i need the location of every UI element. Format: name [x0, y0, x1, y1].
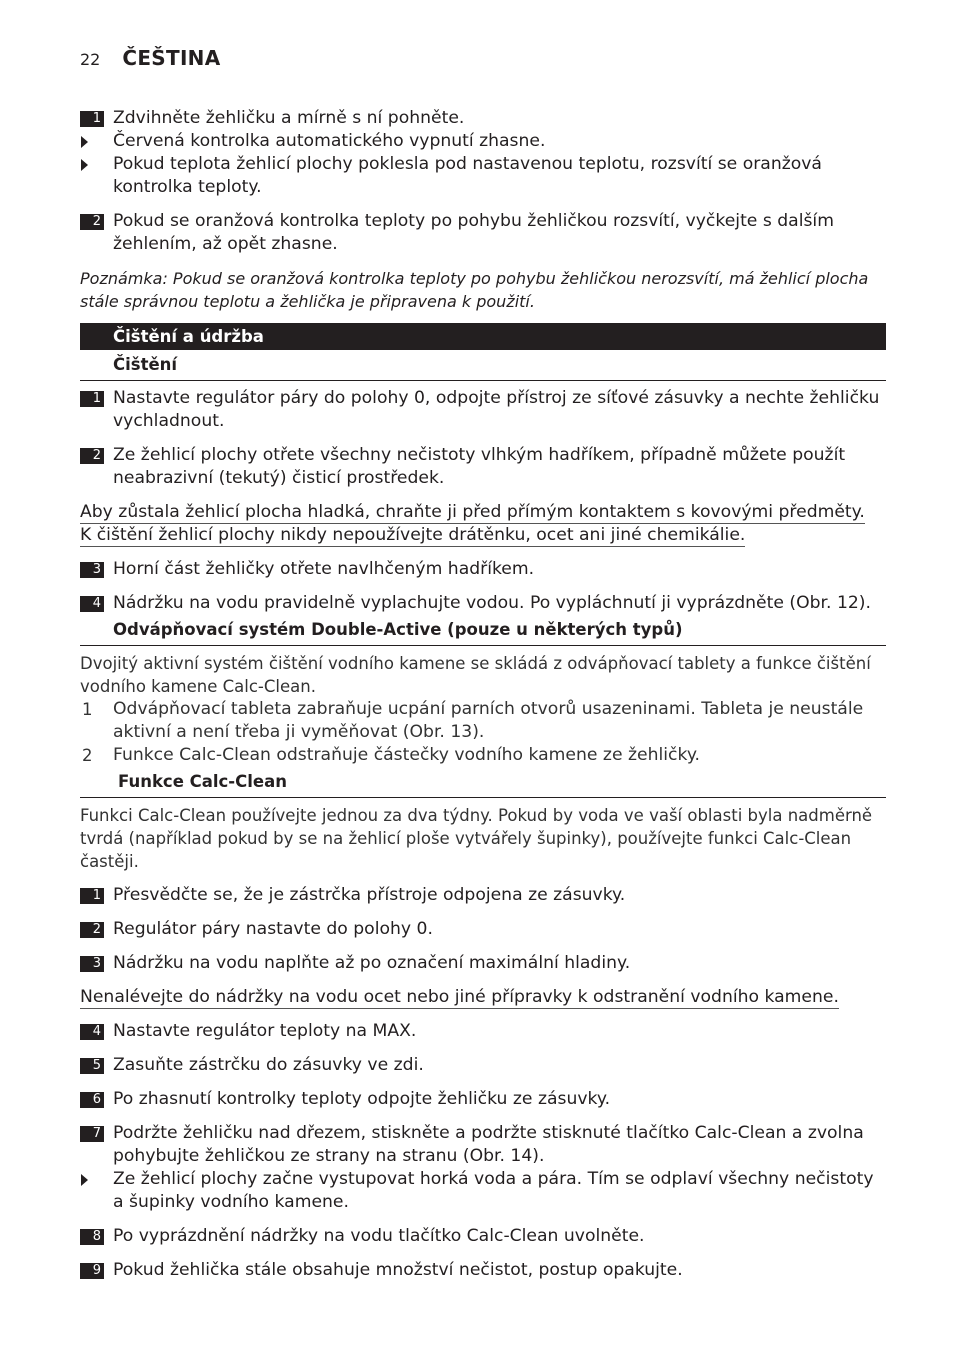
step-row — [80, 918, 886, 941]
step-number-badge: 5 — [80, 1058, 104, 1074]
step-text: Nádržku na vodu pravidelně vyplachujte vodou. Po vypláchnutí ji vyprázdněte (Obr. 12). — [113, 593, 871, 613]
step-text: Regulátor páry nastavte do polohy 0. — [113, 919, 433, 939]
step-text: Zdvihněte žehličku a mírně s ní pohněte. — [113, 108, 465, 128]
subsection-title: Funkce Calc-Clean — [80, 767, 886, 798]
step-row — [80, 1225, 886, 1248]
warning-line: Aby zůstala žehlicí plocha hladká, chraňte ji před přímým kontaktem s kovovými předměty. — [80, 502, 865, 522]
step-row — [80, 210, 886, 256]
step-number-badge: 1 — [80, 111, 104, 127]
step-row — [80, 1020, 886, 1043]
step-row — [80, 1088, 886, 1111]
step-number-badge: 3 — [80, 956, 104, 972]
step-text: Nastavte regulátor páry do polohy 0, odpojte přístroj ze síťové zásuvky a nechte žehličku vychladnout. — [113, 388, 880, 431]
paragraph: Dvojitý aktivní systém čištění vodního kamene se skládá z odvápňovací tablety a funkce čištění vodního kamene Calc-Clean. — [80, 654, 871, 696]
list-number: 2 — [82, 746, 93, 765]
step-row — [80, 1054, 886, 1077]
step-number-badge: 3 — [80, 562, 104, 578]
step-text: Přesvědčte se, že je zástrčka přístroje odpojena ze zásuvky. — [113, 885, 626, 905]
warning-block — [80, 501, 886, 547]
step-row — [80, 107, 886, 130]
result-text: Červená kontrolka automatického vypnutí zhasne. — [113, 131, 546, 151]
list-item — [80, 744, 886, 767]
result-row — [80, 130, 886, 153]
step-number-badge: 4 — [80, 1024, 104, 1040]
subsection-title: Odvápňovací systém Double-Active (pouze u některých typů) — [80, 615, 886, 646]
step-number-badge: 4 — [80, 596, 104, 612]
step-number-badge: 2 — [80, 922, 104, 938]
step-number-badge: 1 — [80, 391, 104, 407]
step-text: Po vyprázdnění nádržky na vodu tlačítko Calc-Clean uvolněte. — [113, 1226, 645, 1246]
step-text: Pokud žehlička stále obsahuje množství nečistot, postup opakujte. — [113, 1260, 683, 1280]
step-row — [80, 387, 886, 433]
step-row — [80, 444, 886, 490]
step-text: Ze žehlicí plochy otřete všechny nečistoty vlhkým hadříkem, případně můžete použít neabrazivní (tekutý) čisticí prostředek. — [113, 445, 846, 488]
list-number: 1 — [82, 700, 93, 719]
step-text: Pokud se oranžová kontrolka teploty po pohybu žehličkou rozsvítí, vyčkejte s dalším žehlením, až opět zhasne. — [113, 211, 834, 254]
list-item-text: Funkce Calc-Clean odstraňuje částečky vodního kamene ze žehličky. — [113, 745, 701, 765]
page-header — [80, 46, 221, 70]
step-number-badge: 6 — [80, 1092, 104, 1108]
note-text: Poznámka: Pokud se oranžová kontrolka teploty po pohybu žehličkou nerozsvítí, má žehlicí plocha stále správnou teplotu a žehlička je připravena k použití. — [80, 269, 869, 311]
triangle-bullet-icon — [81, 159, 88, 171]
step-text: Po zhasnutí kontrolky teploty odpojte žehličku ze zásuvky. — [113, 1089, 611, 1109]
step-text: Nádržku na vodu naplňte až po označení maximální hladiny. — [113, 953, 631, 973]
step-number-badge: 9 — [80, 1263, 104, 1279]
step-number-badge: 7 — [80, 1126, 104, 1142]
list-item — [80, 698, 886, 744]
step-row — [80, 592, 886, 615]
step-text: Podržte žehličku nad dřezem, stiskněte a podržte stisknuté tlačítko Calc-Clean a zvolna pohybujte žehličkou ze strany na stranu (Obr. 14). — [113, 1123, 864, 1166]
warning-block — [80, 986, 886, 1009]
paragraph: Funkci Calc-Clean používejte jednou za dva týdny. Pokud by voda ve vaší oblasti byla nadměrně tvrdá (například pokud by se na žehlicí ploše vytvářely šupinky), používejte funkci Calc-Clean častěji. — [80, 806, 873, 871]
step-number-badge: 1 — [80, 888, 104, 904]
step-row — [80, 1122, 886, 1168]
warning-line: Nenalévejte do nádržky na vodu ocet nebo jiné přípravky k odstranění vodního kamene. — [80, 987, 839, 1007]
triangle-bullet-icon — [81, 136, 88, 148]
step-number-badge: 8 — [80, 1229, 104, 1245]
step-text: Zasuňte zástrčku do zásuvky ve zdi. — [113, 1055, 424, 1075]
step-number-badge: 2 — [80, 214, 104, 230]
result-row — [80, 1168, 886, 1214]
step-row — [80, 884, 886, 907]
page-number: 22 — [80, 50, 101, 69]
result-row — [80, 153, 886, 199]
step-text: Nastavte regulátor teploty na MAX. — [113, 1021, 417, 1041]
step-row — [80, 558, 886, 581]
result-text: Ze žehlicí plochy začne vystupovat horká voda a pára. Tím se odplaví všechny nečistoty a šupinky vodního kamene. — [113, 1169, 874, 1212]
section-title-bar: Čištění a údržba — [80, 323, 886, 350]
warning-line: K čištění žehlicí plochy nikdy nepoužívejte drátěnku, ocet ani jiné chemikálie. — [80, 525, 746, 545]
subsection-title: Čištění — [80, 350, 886, 381]
result-text: Pokud teplota žehlicí plochy poklesla pod nastavenou teplotu, rozsvítí se oranžová kontrolka teploty. — [113, 154, 822, 197]
step-number-badge: 2 — [80, 448, 104, 464]
step-row — [80, 952, 886, 975]
page-content — [80, 107, 886, 1282]
step-text: Horní část žehličky otřete navlhčeným hadříkem. — [113, 559, 535, 579]
step-row — [80, 1259, 886, 1282]
list-item-text: Odvápňovací tableta zabraňuje ucpání parních otvorů usazeninami. Tableta je neustále aktivní a není třeba ji vyměňovat (Obr. 13). — [113, 699, 864, 742]
triangle-bullet-icon — [81, 1174, 88, 1186]
language-title: ČEŠTINA — [122, 46, 221, 70]
